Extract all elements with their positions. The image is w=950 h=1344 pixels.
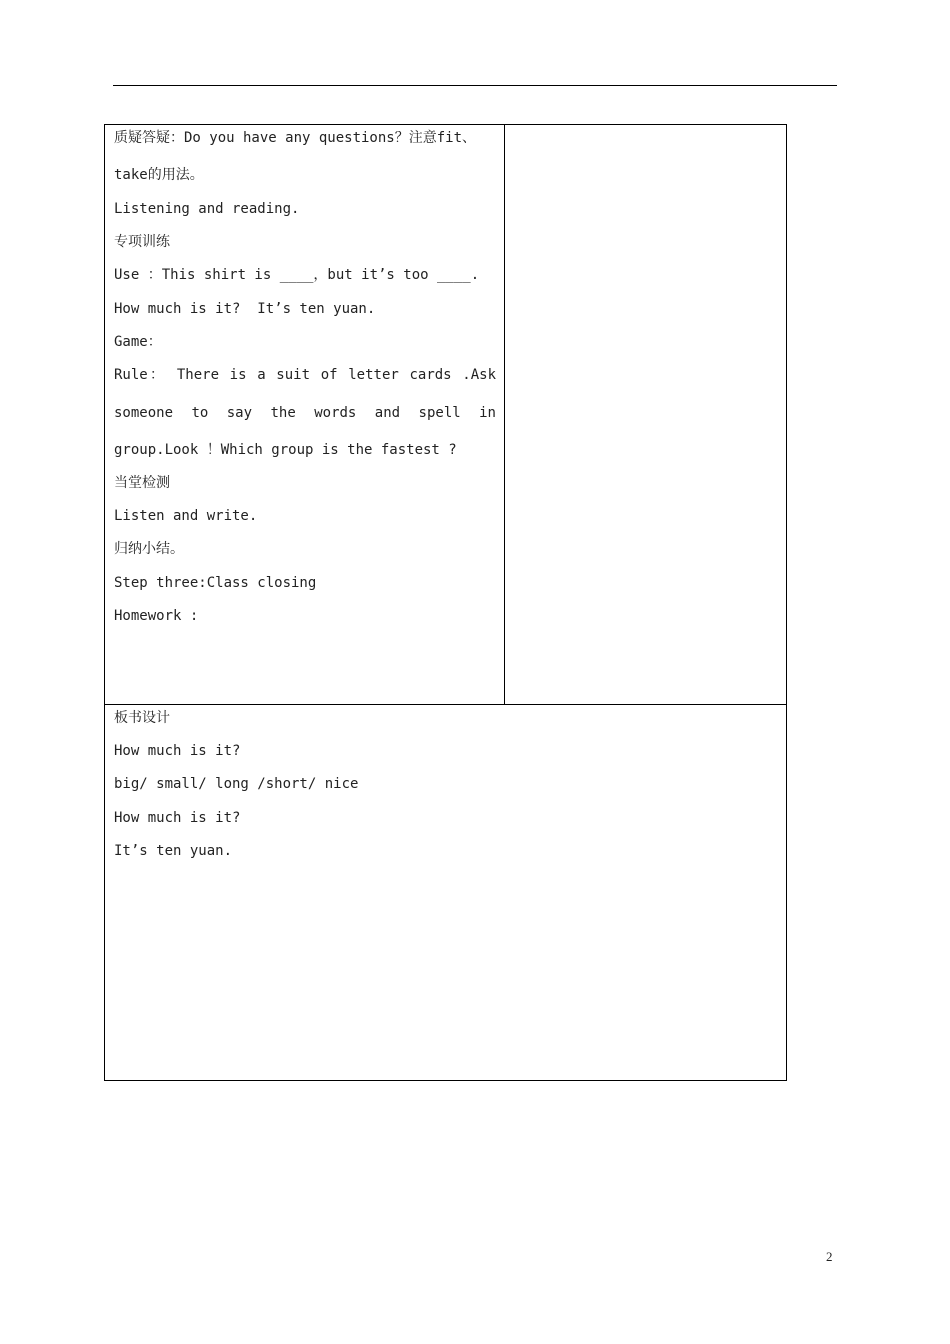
lesson-line-13: 归纳小结。 <box>114 541 184 557</box>
lesson-line-9: someone to say the words and spell in <box>114 405 496 421</box>
lesson-line-2: take的用法。 <box>114 167 204 183</box>
board-line-2: big/ small/ long /short/ nice <box>114 776 359 792</box>
lesson-line-7: Game： <box>114 334 162 350</box>
lesson-line-1: 质疑答疑：Do you have any questions？注意fit、 <box>114 130 477 146</box>
lesson-line-6: How much is it? It’s ten yuan. <box>114 301 376 317</box>
lesson-line-5: Use ：This shirt is ____，but it’s too ____. <box>114 267 480 283</box>
lesson-table <box>104 124 787 1081</box>
board-title: 板书设计 <box>114 710 170 726</box>
lesson-line-11: 当堂检测 <box>114 475 170 491</box>
board-line-3: How much is it? <box>114 810 241 826</box>
column-divider <box>504 125 505 705</box>
lesson-line-4: 专项训练 <box>114 234 170 250</box>
lesson-line-8: Rule： There is a suit of letter cards .Ask <box>114 367 496 383</box>
row-divider <box>105 704 786 705</box>
board-line-1: How much is it? <box>114 743 241 759</box>
lesson-line-15: Homework : <box>114 608 199 624</box>
lesson-line-10: group.Look ！Which group is the fastest ? <box>114 442 457 458</box>
lesson-line-3: Listening and reading. <box>114 201 300 217</box>
page-number: 2 <box>826 1249 833 1264</box>
board-line-4: It’s ten yuan. <box>114 843 233 859</box>
lesson-line-14: Step three:Class closing <box>114 575 317 591</box>
lesson-line-12: Listen and write. <box>114 508 258 524</box>
header-rule <box>113 85 837 86</box>
